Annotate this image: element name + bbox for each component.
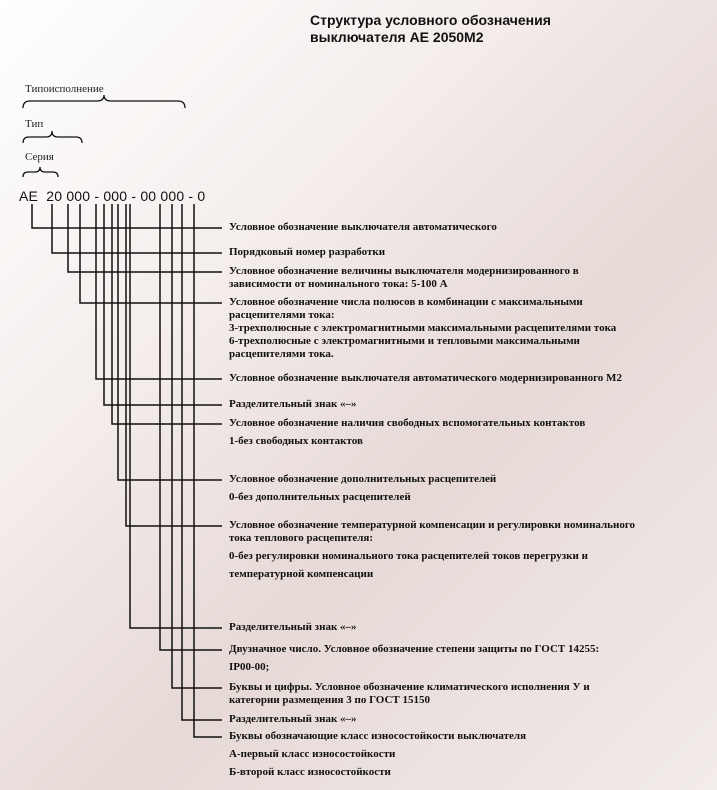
leader-line-7	[112, 207, 222, 424]
description-line: 3-трехполюсные с электромагнитными максимальными расцепителями тока	[229, 322, 617, 334]
leader-line-6	[104, 207, 222, 405]
brace-series	[23, 167, 58, 177]
description-item	[229, 621, 357, 634]
description-item	[229, 519, 635, 581]
description-line: Условное обозначение температурной компенсации и регулировки номинального	[229, 519, 636, 531]
description-item	[229, 398, 357, 411]
description-item	[229, 730, 526, 779]
title-line-1: Структура условного обозначения	[310, 12, 551, 28]
description-item	[229, 221, 497, 234]
leader-line-4	[80, 207, 222, 303]
leader-lines	[32, 207, 222, 737]
description-item	[229, 372, 622, 385]
description-item	[229, 473, 496, 504]
description-item	[229, 417, 585, 448]
description-line: расцепителями тока:	[229, 309, 335, 321]
description-line: Разделительный знак «–»	[229, 621, 357, 633]
code-tick-6	[103, 204, 105, 207]
description-line: Условное обозначение величины выключателя модернизированного в	[229, 265, 579, 277]
leader-line-2	[52, 207, 222, 253]
description-line: Порядковый номер разработки	[229, 246, 386, 258]
description-subline: 1-без свободных контактов	[229, 435, 363, 447]
code-tick-5	[95, 204, 97, 207]
code-tick-2	[51, 204, 53, 207]
label-typeversion: Типоисполнение	[25, 83, 104, 95]
leader-line-9	[126, 207, 222, 526]
description-item	[229, 296, 616, 361]
description-line: Разделительный знак «–»	[229, 398, 357, 410]
code-tick-7	[111, 204, 113, 207]
code-tick-10	[129, 204, 131, 207]
designation-code: АЕ 20 000 - 000 - 00 000 - 0	[19, 188, 206, 204]
description-line: Буквы обозначающие класс износостойкости выключателя	[229, 730, 527, 742]
title-line-2: выключателя АЕ 2050М2	[310, 29, 484, 45]
description-line: Разделительный знак «–»	[229, 713, 357, 725]
code-tick-4	[79, 204, 81, 207]
leader-line-3	[68, 207, 222, 272]
description-line: Двузначное число. Условное обозначение степени защиты по ГОСТ 14255:	[229, 643, 600, 655]
description-line: тока теплового расцепителя:	[229, 532, 374, 544]
description-subline: Б-второй класс износостойкости	[229, 766, 391, 778]
description-line: Условное обозначение выключателя автоматического модернизированного М2	[229, 372, 622, 384]
description-subline: 0-без дополнительных расцепителей	[229, 491, 411, 503]
code-tick-1	[31, 204, 33, 207]
description-line: Условное обозначение наличия свободных вспомогательных контактов	[229, 417, 586, 429]
description-line: Условное обозначение выключателя автоматического	[229, 221, 497, 233]
description-line: Условное обозначение дополнительных расцепителей	[229, 473, 497, 485]
code-tick-14	[193, 204, 195, 207]
description-subline: А-первый класс износостойкости	[229, 748, 396, 760]
description-line: категории размещения 3 по ГОСТ 15150	[229, 694, 431, 706]
leader-line-10	[130, 207, 222, 628]
leader-line-13	[182, 207, 222, 720]
label-series: Серия	[25, 151, 54, 163]
code-tick-3	[67, 204, 69, 207]
code-tick-8	[117, 204, 119, 207]
code-tick-11	[159, 204, 161, 207]
description-line: Буквы и цифры. Условное обозначение климатического исполнения У и	[229, 681, 590, 693]
description-line: расцепителями тока.	[229, 348, 334, 360]
code-ticks	[31, 204, 195, 207]
code-tick-9	[125, 204, 127, 207]
description-subline: IP00-00;	[229, 661, 270, 673]
description-line: зависимости от номинального тока: 5-100 А	[229, 278, 448, 290]
description-line: 6-трехполюсные с электромагнитными и тепловыми максимальными	[229, 335, 580, 347]
description-subline: 0-без регулировки номинального тока расцепителей токов перегрузки и	[229, 550, 588, 562]
leader-line-5	[96, 207, 222, 379]
description-item	[229, 681, 590, 707]
leader-line-8	[118, 207, 222, 480]
description-subline: температурной компенсации	[229, 568, 374, 580]
brace-typeversion	[23, 95, 185, 108]
label-type: Тип	[25, 118, 44, 130]
brace-type	[23, 131, 82, 143]
description-item	[229, 265, 579, 291]
leader-line-14	[194, 207, 222, 737]
description-item	[229, 643, 599, 674]
code-tick-12	[171, 204, 173, 207]
description-item	[229, 713, 357, 726]
leader-line-11	[160, 207, 222, 650]
description-line: Условное обозначение числа полюсов в комбинации с максимальными	[229, 296, 583, 308]
description-item	[229, 246, 385, 259]
leader-line-12	[172, 207, 222, 688]
code-tick-13	[181, 204, 183, 207]
